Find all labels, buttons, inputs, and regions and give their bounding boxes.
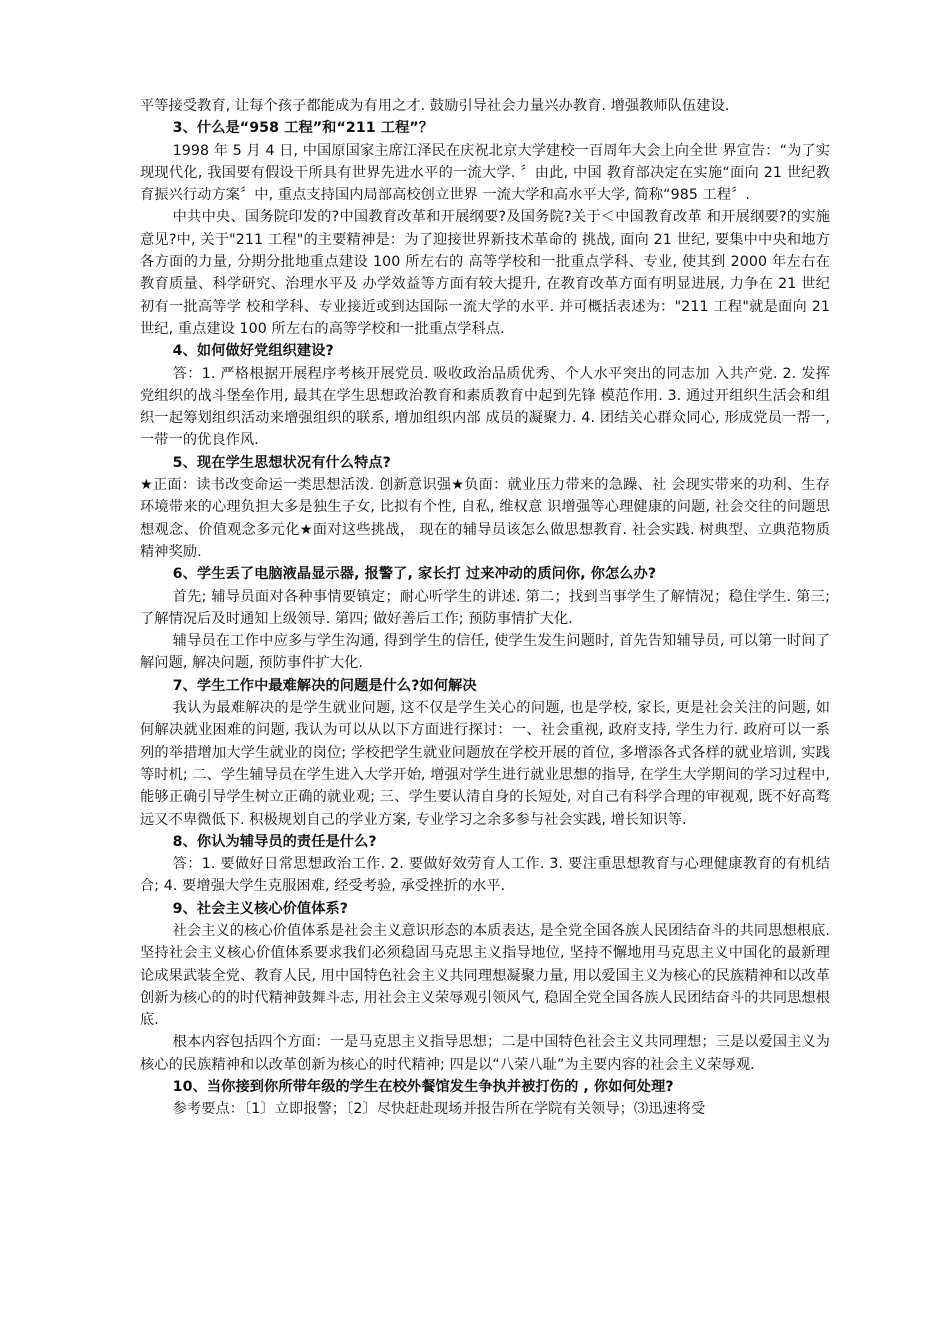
paragraph: 辅导员在工作中应多与学生沟通, 得到学生的信任, 使学生发生问题时, 首先告知辅导员, 可以第一时间了解问题, 解决问题, 预防事件扩大化. xyxy=(140,633,830,672)
question-heading-10: 10、当你接到你所带年级的学生在校外餐馆发生争执并被打伤的 , 你如何处理? xyxy=(172,1079,674,1096)
paragraph: 根本内容包括四个方面：一是马克思主义指导思想；二是中国特色社会主义共同理想；三是以爱国主义为核心的民族精神和以改革创新为核心的时代精神; 四是以“八荣八耻”为主要内容的社会主义荣辱观. xyxy=(140,1034,830,1073)
question-heading-8: 8、你认为辅导员的责任是什么? xyxy=(172,833,377,850)
paragraph: 参考要点：〔1〕立即报警；〔2〕尽快赶赴现场并报告所在学院有关领导；⑶迅速将受 xyxy=(172,1101,706,1118)
paragraph: 社会主义的核心价值体系是社会主义意识形态的本质表达, 是全党全国各族人民团结奋斗的共同思想根底. 坚持社会主义核心价值体系要求我们必须稳固马克思主义指导地位, 坚持不懈地用马克思主义中国化的最新理论成果武装全党、教育人民, 用中国特色社会主义共同理想凝聚力量, 用以爱国主义为核心的民族精神和以改革创新为核心的的时代精神鼓舞斗志, 用社会主义荣辱观引领风气, 稳固全党全国各族人民团结奋斗的共同思想根底. xyxy=(140,922,830,1029)
question-heading-9: 9、社会主义核心价值体系? xyxy=(172,900,349,917)
document-page xyxy=(140,95,830,1121)
question-heading-3: 3、什么是“958 工程”和“211 工程”？ xyxy=(172,120,434,137)
paragraph: ★正面：读书改变命运一类思想活泼. 创新意识强★负面：就业压力带来的急躁、社 会现实带来的功利、生存环境带来的心理负担大多是独生子女, 比拟有个性, 自私, 维权意 识增强等心理健康的问题, 社会交往的问题思想观念、价值观念多元化★面对这些挑战， 现在的辅导员该怎么做思想教育. 社会实践. 树典型、立典范物质精神奖励. xyxy=(140,477,830,560)
paragraph: 首先; 辅导员面对各种事情要镇定；耐心听学生的讲述. 第二；找到当事学生了解情况；稳住学生. 第三; 了解情况后及时通知上级领导. 第四; 做好善后工作; 预防事情扩大化. xyxy=(140,588,830,627)
question-heading-7: 7、学生工作中最难解决的问题是什么?如何解决 xyxy=(172,677,477,694)
question-heading-4: 4、如何做好党组织建设? xyxy=(172,343,334,360)
question-heading-5: 5、现在学生思想状况有什么特点? xyxy=(172,454,391,471)
paragraph: 1998 年 5 月 4 日, 中国原国家主席江泽民在庆祝北京大学建校一百周年大会上向全世 界宣告：“为了实现现代化, 我国要有假设干所具有世界先进水平的一流大学. 〞由此, 中国 教育部决定在实施“面向 21 世纪教育振兴行动方案〞中, 重点支持国内局部高校创立世界 一流大学和高水平大学, 简称“985 工程〞. xyxy=(140,142,830,204)
paragraph: 中共中央、国务院印发的?中国教育改革和开展纲要?及国务院?关于＜中国教育改革 和开展纲要?的实施意见?中, 关于"211 工程"的主要精神是：为了迎接世界新技术革命的 挑战, 面向 21 世纪, 要集中中央和地方各方面的力量, 分期分批地重点建设 100 所左右的 高等学校和一批重点学科、专业, 使其到 2000 年左右在教育质量、科学研究、治理水平及 办学效益等方面有较大提升, 在教育改革方面有明显进展, 力争在 21 世纪初有一批高等学 校和学科、专业接近或到达国际一流大学的水平. 并可概括表述为："211 工程"就是面向 21 世纪, 重点建设 100 所左右的高等学校和一批重点学科点. xyxy=(140,209,830,337)
paragraph-continued: 平等接受教育, 让每个孩子都能成为有用之才. 鼓励引导社会力量兴办教育. 增强教师队伍建设. xyxy=(140,98,730,114)
answer-paragraph: 答：1. 要做好日常思想政治工作. 2. 要做好效劳育人工作. 3. 要注重思想教育与心理健康教育的有机结合; 4. 要增强大学生克服困难, 经受考验, 承受挫折的水平. xyxy=(140,856,830,895)
answer-paragraph: 答：1. 严格根据开展程序考核开展党员. 吸收政治品质优秀、个人水平突出的同志加 入共产党. 2. 发挥党组织的战斗堡垒作用, 最其在学生思想政治教育和素质教育中起到先锋 模范作用. 3. 通过开组织生活会和组织一起筹划组织活动来增强组织的联系, 增加组织内部 成员的凝聚力. 4. 团结关心群众同心, 形成党员一帮一, 一带一的优良作风. xyxy=(140,365,830,449)
question-heading-6: 6、学生丢了电脑液晶显示器, 报警了, 家长打 过来冲动的质问你, 你怎么办? xyxy=(172,566,657,583)
paragraph: 我认为最难解决的是学生就业问题, 这不仅是学生关心的问题, 也是学校, 家长, 更是社会关注的问题, 如何解决就业困难的问题, 我认为可以从以下方面进行探讨：一、社会重视, 政府支持, 学生力行. 政府可以一系列的举措增加大学生就业的岗位; 学校把学生就业问题放在学校开展的首位, 多增添各式各样的就业培训, 实践等时机; 二、学生辅导员在学生进入大学开始, 增强对学生进行就业思想的指导, 在学生大学期间的学习过程中, 能够正确引导学生树立正确的就业观; 三、学生要认清自身的长短处, 对自己有科学合理的审视观, 既不好高骛远又不卑微低下. 积极规划自己的学业方案, 专业学习之余多参与社会实践, 增长知识等. xyxy=(140,700,830,828)
